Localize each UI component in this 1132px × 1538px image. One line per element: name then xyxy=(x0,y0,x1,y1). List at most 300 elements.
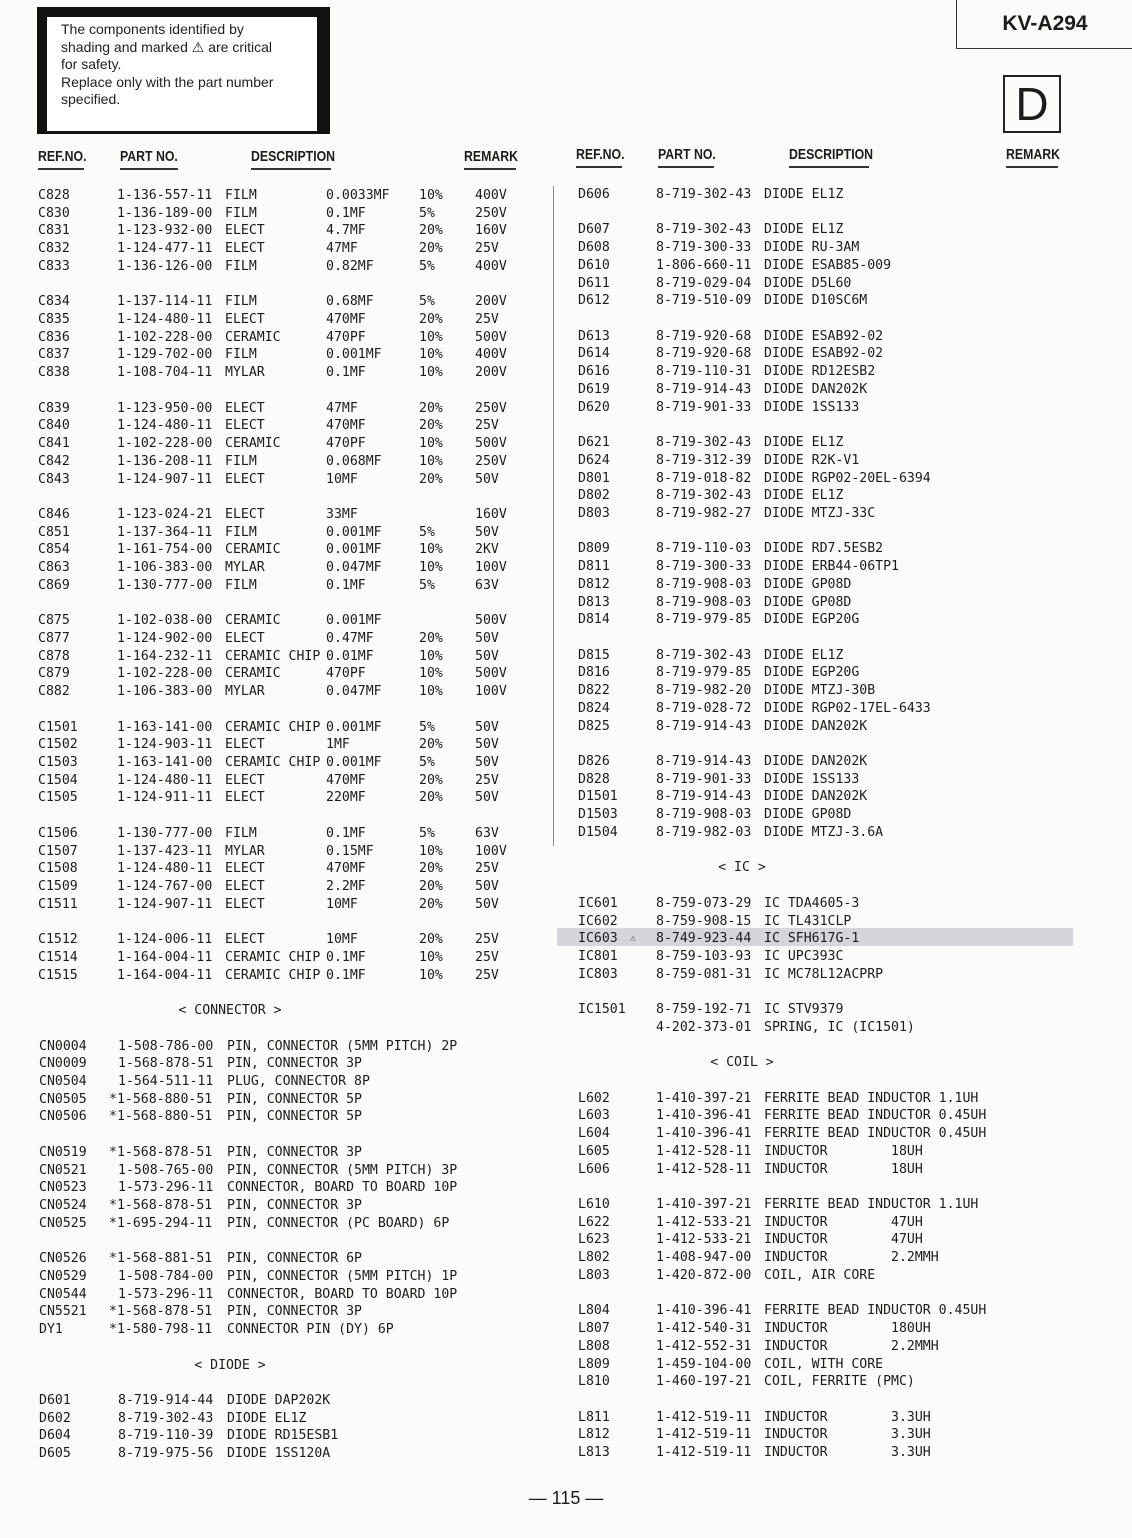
tolerance: 20% xyxy=(419,471,443,487)
ref-no: C1508 xyxy=(38,861,78,877)
tolerance: 20% xyxy=(419,772,443,788)
description: FERRITE BEAD INDUCTOR 0.45UH xyxy=(764,1126,987,1142)
part-no: 4-202-373-01 xyxy=(656,1019,752,1035)
part-no: 1-136-557-11 xyxy=(117,188,213,203)
ref-no: D611 xyxy=(578,275,610,291)
part-row xyxy=(0,540,1132,558)
ref-no: C836 xyxy=(38,329,70,345)
tolerance: 5% xyxy=(419,719,435,735)
tolerance: 10% xyxy=(419,436,443,452)
description: DIODE MTZJ-3.6A xyxy=(764,824,884,840)
ref-no: IC803 xyxy=(578,966,618,982)
ref-no: D826 xyxy=(578,754,610,770)
ref-no: C875 xyxy=(38,613,70,629)
part-row xyxy=(0,381,1132,399)
voltage: 63V xyxy=(475,577,499,593)
part-row xyxy=(0,221,1132,239)
ref-no: CN0504 xyxy=(39,1074,87,1089)
part-row xyxy=(0,1196,1132,1214)
value: 0.047MF xyxy=(326,560,382,576)
ref-no: CN0004 xyxy=(39,1038,87,1054)
ref-no: C1509 xyxy=(38,879,78,895)
part-no: 1-412-533-21 xyxy=(656,1232,752,1248)
description: DIODE ERB44-06TP1 xyxy=(764,559,899,575)
value: 0.01MF xyxy=(326,648,374,664)
tolerance: 20% xyxy=(419,223,443,239)
part-row xyxy=(0,682,1132,700)
part-no: 1-508-765-00 xyxy=(118,1162,214,1178)
ref-no: L812 xyxy=(578,1427,610,1443)
tolerance: 20% xyxy=(419,896,443,912)
description: DIODE MTZJ-33C xyxy=(764,505,876,521)
ref-no: D612 xyxy=(578,293,610,309)
part-no: 8-759-908-15 xyxy=(656,913,752,929)
tolerance: 20% xyxy=(419,241,443,257)
part-row xyxy=(0,399,1132,417)
ref-no: C863 xyxy=(38,560,70,576)
value: 0.001MF xyxy=(326,755,382,771)
ref-no: CN0521 xyxy=(39,1162,87,1178)
page-number: — 115 — xyxy=(528,1488,604,1508)
part-row xyxy=(0,417,1132,435)
section-heading: < CONNECTOR > xyxy=(178,1003,282,1019)
ref-no: D614 xyxy=(578,346,610,362)
part-row xyxy=(0,1409,1132,1427)
description: CERAMIC CHIP xyxy=(225,949,321,965)
description: ELECT xyxy=(225,861,265,877)
tolerance: 20% xyxy=(419,631,443,646)
description: IC TL431CLP xyxy=(764,913,852,929)
description: DIODE EGP20G xyxy=(764,612,860,628)
value: 220MF xyxy=(326,790,366,806)
voltage: 500V xyxy=(475,436,507,452)
value: 0.68MF xyxy=(326,294,374,310)
tolerance: 20% xyxy=(419,312,443,328)
part-no: 1-163-141-00 xyxy=(117,719,213,735)
description: FERRITE BEAD INDUCTOR 0.45UH xyxy=(764,1303,987,1319)
tolerance: 5% xyxy=(419,258,435,274)
part-no: 1-124-006-11 xyxy=(117,932,213,948)
description: CERAMIC xyxy=(225,542,281,558)
ref-no: D624 xyxy=(578,452,610,468)
voltage: 25V xyxy=(475,772,499,788)
part-row xyxy=(0,594,1132,612)
ref-no: C1506 xyxy=(38,825,78,841)
description: COIL, WITH CORE xyxy=(764,1356,884,1372)
description: IC STV9379 xyxy=(764,1002,844,1018)
part-row xyxy=(0,487,1132,505)
description: ELECT xyxy=(225,471,265,487)
voltage: 25V xyxy=(475,861,499,877)
part-no: *1-695-294-11 xyxy=(109,1215,213,1231)
header-remark-left: REMARK xyxy=(464,148,518,165)
voltage: 250V xyxy=(475,400,507,416)
description: PIN, CONNECTOR 3P xyxy=(227,1198,362,1214)
ref-no: D809 xyxy=(578,541,610,557)
ref-no: CN0529 xyxy=(39,1268,87,1284)
part-no: 1-412-519-11 xyxy=(656,1409,752,1425)
part-row xyxy=(0,576,1132,594)
header-remark-right: REMARK xyxy=(1006,146,1060,163)
description: FILM xyxy=(225,258,257,274)
part-row xyxy=(0,1073,1132,1091)
description: ELECT xyxy=(225,790,265,806)
part-no: 1-568-878-51 xyxy=(118,1056,214,1072)
part-no: 1-124-907-11 xyxy=(117,471,213,487)
value: 0.1MF xyxy=(326,205,366,221)
description: FILM xyxy=(225,294,257,310)
voltage: 25V xyxy=(475,418,499,434)
header-ref-left: REF.NO. xyxy=(38,148,87,165)
notice-line: The components identified by xyxy=(61,21,244,37)
ref-no: D610 xyxy=(578,257,610,273)
description: IC UPC393C xyxy=(764,948,844,964)
voltage: 250V xyxy=(475,453,507,469)
part-row xyxy=(0,771,1132,789)
part-row xyxy=(0,1214,1132,1232)
ref-no: IC1501 xyxy=(578,1002,626,1018)
tolerance: 10% xyxy=(419,967,443,983)
notice-line: for safety. xyxy=(61,56,122,72)
value: 47MF xyxy=(326,400,358,416)
part-no: 8-719-302-43 xyxy=(118,1410,214,1426)
voltage: 250V xyxy=(475,205,507,221)
part-no: 1-123-932-00 xyxy=(117,223,213,239)
ref-no: C1504 xyxy=(38,772,78,788)
description: INDUCTOR 3.3UH xyxy=(764,1445,931,1461)
ref-no: C851 xyxy=(38,524,70,540)
ref-no: D802 xyxy=(578,488,610,504)
ref-no: L602 xyxy=(578,1090,610,1106)
description: COIL, FERRITE (PMC) xyxy=(764,1374,915,1390)
tolerance: 5% xyxy=(419,755,435,771)
part-no: 1-137-423-11 xyxy=(117,843,213,859)
voltage: 50V xyxy=(475,631,499,646)
ref-no: CN0524 xyxy=(39,1198,87,1214)
part-no: 8-719-302-43 xyxy=(656,647,752,663)
part-no: 8-719-312-39 xyxy=(656,452,752,468)
ref-no: C833 xyxy=(38,258,70,274)
value: 2.2MF xyxy=(326,879,366,895)
ref-no: C841 xyxy=(38,436,70,452)
part-row xyxy=(0,363,1132,381)
part-no: 1-124-767-00 xyxy=(117,879,213,895)
critical-mark-icon: ⚠ xyxy=(630,933,637,945)
description: DIODE R2K-V1 xyxy=(764,452,860,468)
description: DIODE EGP20G xyxy=(764,665,860,681)
part-no: 8-719-901-33 xyxy=(656,771,752,787)
description: DIODE 1SS120A xyxy=(227,1446,331,1462)
description: ELECT xyxy=(225,631,265,646)
part-no: 1-124-480-11 xyxy=(117,772,213,788)
ref-no: D815 xyxy=(578,647,610,663)
description: FILM xyxy=(225,188,257,203)
section-letter: D xyxy=(1003,75,1061,133)
part-row xyxy=(0,1392,1132,1410)
description: CERAMIC CHIP xyxy=(225,755,321,771)
voltage: 200V xyxy=(475,365,507,381)
ref-no: D621 xyxy=(578,435,610,451)
ref-no: IC603 xyxy=(578,931,618,947)
part-row xyxy=(0,1249,1132,1267)
part-no: 8-719-914-43 xyxy=(656,754,752,770)
description: DIODE ESAB85-009 xyxy=(764,257,892,273)
description: DIODE 1SS133 xyxy=(764,399,860,415)
description: ELECT xyxy=(225,879,265,895)
description: ELECT xyxy=(225,737,265,753)
description: DIODE RU-3AM xyxy=(764,240,860,256)
description: DIODE DAN202K xyxy=(764,718,868,734)
description: ELECT xyxy=(225,223,265,239)
description: MYLAR xyxy=(225,843,265,859)
part-no: 8-719-920-68 xyxy=(656,328,752,344)
tolerance: 10% xyxy=(419,648,443,664)
description: CONNECTOR, BOARD TO BOARD 10P xyxy=(227,1180,458,1196)
description: IC TDA4605-3 xyxy=(764,895,860,911)
part-row xyxy=(0,311,1132,329)
part-no: 8-749-923-44 xyxy=(656,931,752,947)
tolerance: 10% xyxy=(419,949,443,965)
part-no: 1-124-480-11 xyxy=(117,312,213,328)
part-no: 8-719-110-03 xyxy=(656,541,752,557)
part-row xyxy=(0,328,1132,346)
part-no: 8-759-192-71 xyxy=(656,1002,752,1018)
description: FILM xyxy=(225,205,257,221)
ref-no: L623 xyxy=(578,1232,610,1248)
part-row xyxy=(0,1373,1132,1391)
tolerance: 10% xyxy=(419,542,443,558)
ref-no: L813 xyxy=(578,1445,610,1461)
section-heading: < COIL > xyxy=(710,1055,774,1071)
description: IC MC78L12ACPRP xyxy=(764,966,884,982)
header-desc-right: DESCRIPTION xyxy=(789,146,874,163)
value: 10MF xyxy=(326,932,358,948)
notice-line: shading and marked ⚠ are critical xyxy=(61,38,272,55)
header-part-right: PART NO. xyxy=(658,146,716,163)
part-no: 1-412-519-11 xyxy=(656,1445,752,1461)
part-row xyxy=(0,275,1132,293)
description: INDUCTOR 180UH xyxy=(764,1321,931,1337)
part-row xyxy=(0,806,1132,824)
ref-no: C839 xyxy=(38,400,70,416)
description: COIL, AIR CORE xyxy=(764,1267,876,1283)
part-row xyxy=(0,1001,1132,1019)
tolerance: 5% xyxy=(419,294,435,310)
part-no: 1-102-228-00 xyxy=(117,666,213,682)
part-no: 8-719-914-43 xyxy=(656,381,752,397)
part-no: 8-719-982-03 xyxy=(656,824,752,840)
notice-line: specified. xyxy=(61,91,121,107)
value: 0.47MF xyxy=(326,631,374,646)
description: CERAMIC xyxy=(225,436,281,452)
ref-no: C834 xyxy=(38,294,70,310)
value: 470MF xyxy=(326,861,366,877)
description: ELECT xyxy=(225,400,265,416)
part-no: 1-164-004-11 xyxy=(117,949,213,965)
description: DIODE DAN202K xyxy=(764,789,868,805)
value: 0.047MF xyxy=(326,684,382,700)
ref-no: D1503 xyxy=(578,807,618,823)
ref-no: C838 xyxy=(38,365,70,381)
tolerance: 20% xyxy=(419,400,443,416)
part-row xyxy=(0,1161,1132,1179)
part-row xyxy=(0,1320,1132,1338)
part-no: 1-420-872-00 xyxy=(656,1267,752,1283)
description: FERRITE BEAD INDUCTOR 1.1UH xyxy=(764,1197,979,1213)
part-row xyxy=(0,664,1132,682)
part-no: 8-719-982-27 xyxy=(656,505,752,521)
description: PIN, CONNECTOR 5P xyxy=(227,1091,362,1107)
ref-no: D812 xyxy=(578,576,610,592)
description: ELECT xyxy=(225,896,265,912)
description: MYLAR xyxy=(225,365,265,381)
part-row xyxy=(0,345,1132,363)
voltage: 500V xyxy=(475,666,507,682)
ref-no: IC801 xyxy=(578,948,618,964)
value: 470PF xyxy=(326,666,366,682)
tolerance: 5% xyxy=(419,524,435,540)
part-no: 8-719-920-68 xyxy=(656,346,752,362)
description: ELECT xyxy=(225,932,265,948)
ref-no: L603 xyxy=(578,1108,610,1124)
description: ELECT xyxy=(225,506,265,522)
part-no: 8-719-300-33 xyxy=(656,240,752,256)
voltage: 63V xyxy=(475,825,499,841)
description: DIODE 1SS133 xyxy=(764,771,860,787)
part-no: 1-123-950-00 xyxy=(117,400,213,416)
part-no: 1-136-189-00 xyxy=(117,205,213,221)
description: PIN, CONNECTOR 6P xyxy=(227,1251,362,1267)
ref-no: C1502 xyxy=(38,737,78,753)
description: DIODE ESAB92-02 xyxy=(764,328,884,344)
part-no: 1-102-228-00 xyxy=(117,329,213,345)
part-no: 1-410-397-21 xyxy=(656,1197,752,1213)
part-row xyxy=(0,630,1132,648)
description: DIODE RD7.5ESB2 xyxy=(764,541,884,557)
ref-no: C1505 xyxy=(38,790,78,806)
value: 0.15MF xyxy=(326,843,374,859)
part-no: 8-719-300-33 xyxy=(656,559,752,575)
value: 0.1MF xyxy=(326,949,366,965)
voltage: 50V xyxy=(475,790,499,806)
ref-no: D619 xyxy=(578,381,610,397)
tolerance: 10% xyxy=(419,347,443,363)
ref-no: C837 xyxy=(38,347,70,363)
part-row xyxy=(0,700,1132,718)
ref-no: CN0519 xyxy=(39,1144,87,1160)
tolerance: 20% xyxy=(419,879,443,895)
tolerance: 20% xyxy=(419,737,443,753)
value: 10MF xyxy=(326,896,358,912)
part-no: 8-719-302-43 xyxy=(656,222,752,238)
voltage: 160V xyxy=(475,506,507,522)
ref-no: CN0505 xyxy=(39,1091,87,1107)
voltage: 400V xyxy=(475,258,507,274)
header-ref-right: REF.NO. xyxy=(576,146,625,163)
voltage: 25V xyxy=(475,949,499,965)
part-row xyxy=(0,718,1132,736)
part-no: 8-719-302-43 xyxy=(656,435,752,451)
value: 0.068MF xyxy=(326,453,382,469)
ref-no: L606 xyxy=(578,1161,610,1177)
description: FILM xyxy=(225,825,257,841)
part-no: 1-573-296-11 xyxy=(118,1286,214,1302)
part-no: 8-719-914-43 xyxy=(656,789,752,805)
ref-no: D822 xyxy=(578,683,610,699)
description: INDUCTOR 18UH xyxy=(764,1161,923,1177)
ref-no: C1511 xyxy=(38,896,78,912)
part-row xyxy=(0,843,1132,861)
part-no: *1-568-878-51 xyxy=(109,1304,213,1320)
description: PIN, CONNECTOR 3P xyxy=(227,1056,362,1072)
description: CERAMIC xyxy=(225,329,281,345)
description: PLUG, CONNECTOR 8P xyxy=(227,1074,370,1089)
ref-no: C1515 xyxy=(38,967,78,983)
tolerance: 20% xyxy=(419,418,443,434)
description: DIODE GP08D xyxy=(764,576,852,592)
value: 0.001MF xyxy=(326,524,382,540)
part-row xyxy=(0,1426,1132,1444)
part-row xyxy=(0,860,1132,878)
description: ELECT xyxy=(225,312,265,328)
part-no: 1-124-911-11 xyxy=(117,790,213,806)
part-no: 1-412-519-11 xyxy=(656,1427,752,1443)
description: MYLAR xyxy=(225,684,265,700)
part-row xyxy=(0,1107,1132,1125)
part-no: 8-719-982-20 xyxy=(656,683,752,699)
ref-no: C1501 xyxy=(38,719,78,735)
value: 1MF xyxy=(326,737,350,753)
part-no: 8-719-908-03 xyxy=(656,576,752,592)
part-no: 8-719-908-03 xyxy=(656,594,752,610)
description: FERRITE BEAD INDUCTOR 0.45UH xyxy=(764,1108,987,1124)
description: FILM xyxy=(225,524,257,540)
description: ELECT xyxy=(225,241,265,257)
part-no: 1-106-383-00 xyxy=(117,560,213,576)
ref-no: L807 xyxy=(578,1321,610,1337)
ref-no: L610 xyxy=(578,1197,610,1213)
value: 10MF xyxy=(326,471,358,487)
tolerance: 10% xyxy=(419,365,443,381)
part-row xyxy=(0,930,1132,948)
part-no: 8-719-110-31 xyxy=(656,364,752,380)
part-row xyxy=(0,205,1132,223)
part-no: 8-719-979-85 xyxy=(656,612,752,628)
part-no: 1-130-777-00 xyxy=(117,825,213,841)
voltage: 50V xyxy=(475,648,499,664)
ref-no: C840 xyxy=(38,418,70,434)
description: DIODE GP08D xyxy=(764,807,852,823)
description: DIODE EL1Z xyxy=(764,222,844,238)
part-no: 8-719-975-56 xyxy=(118,1446,214,1462)
part-no: 8-719-901-33 xyxy=(656,399,752,415)
description: CERAMIC xyxy=(225,666,281,682)
part-row xyxy=(0,753,1132,771)
part-row xyxy=(0,1055,1132,1073)
part-row xyxy=(0,1143,1132,1161)
ref-no: D803 xyxy=(578,505,610,521)
part-row xyxy=(0,470,1132,488)
value: 0.001MF xyxy=(326,719,382,735)
part-no: 8-719-979-85 xyxy=(656,665,752,681)
description: DIODE EL1Z xyxy=(227,1410,307,1426)
description: PIN, CONNECTOR 5P xyxy=(227,1109,362,1125)
part-row xyxy=(0,966,1132,984)
part-no: 1-129-702-00 xyxy=(117,347,213,363)
part-no: *1-568-880-51 xyxy=(109,1109,213,1125)
voltage: 100V xyxy=(475,560,507,576)
description: FILM xyxy=(225,453,257,469)
